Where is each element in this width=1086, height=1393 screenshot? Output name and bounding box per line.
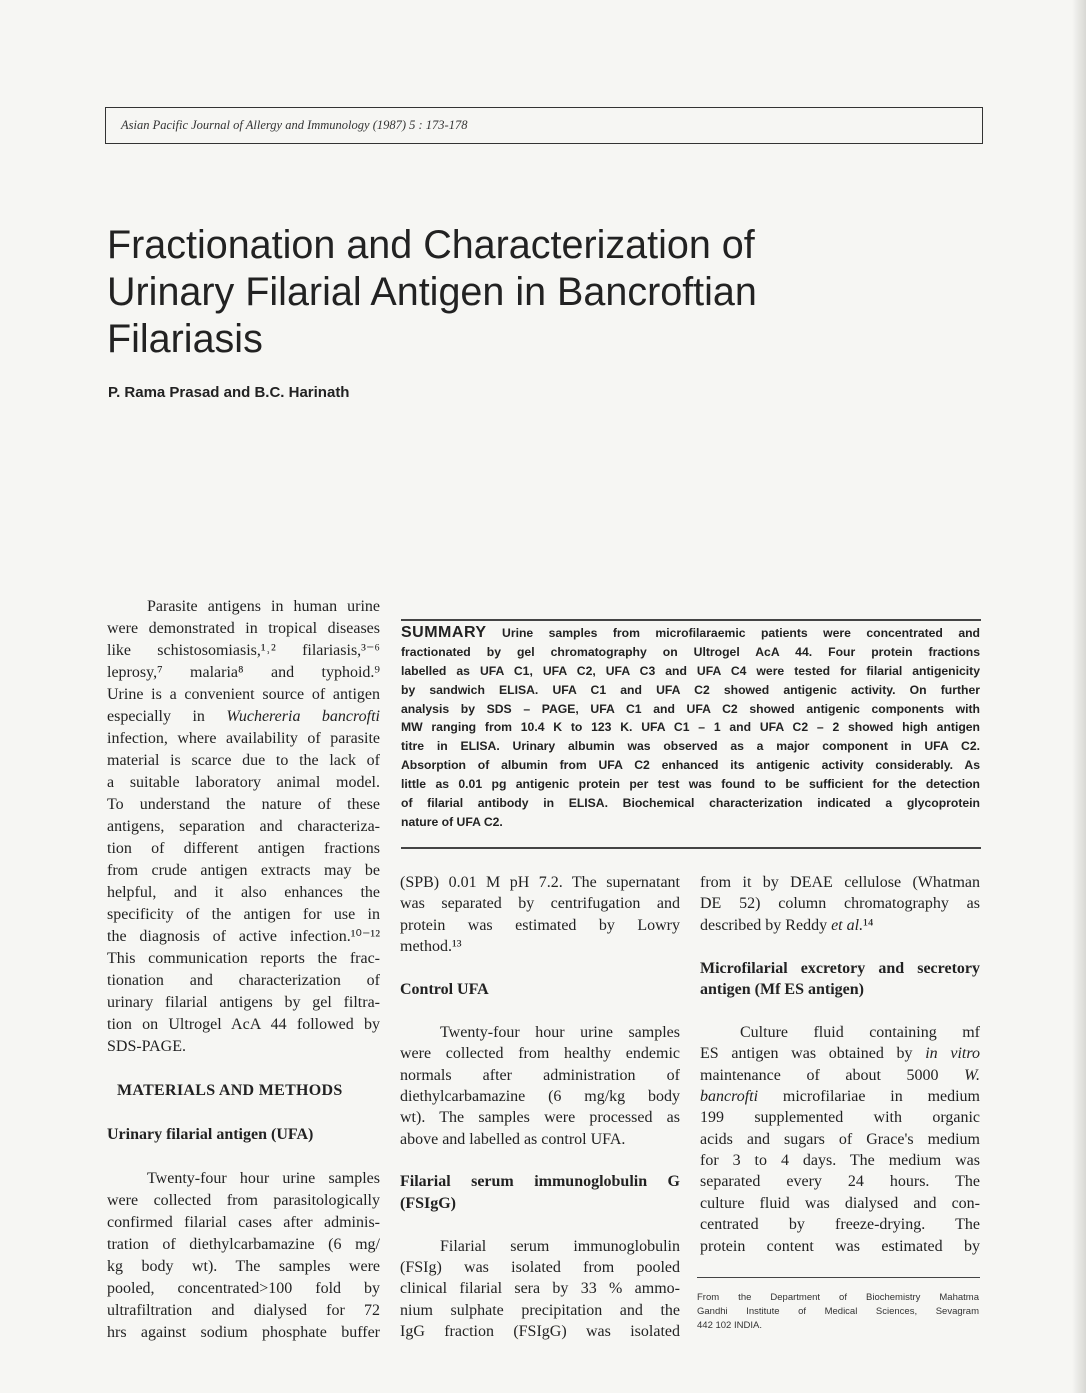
- italic-term: bancrofti: [700, 1087, 759, 1105]
- text-line: MW ranging from 10.4 K to 123 K. UFA C1 – 1 and UFA C2 – 2 showed high antigen: [401, 720, 980, 735]
- text-line: fractionated by gel chromatography on Ultrogel AcA 44. Four protein fractions: [401, 644, 980, 659]
- body-column-3: [700, 872, 980, 1257]
- summary-heading: SUMMARY: [401, 624, 487, 641]
- text-line: were demonstrated in tropical diseases: [107, 620, 380, 637]
- journal-header-box: [105, 107, 983, 144]
- text-segment: ES antigen was obtained by: [700, 1045, 926, 1063]
- paragraph: [107, 1168, 380, 1344]
- section-heading: [107, 1080, 380, 1102]
- text-line: [700, 915, 980, 936]
- text-line: Microfilarial excretory and secretory: [700, 959, 980, 977]
- text-line: pooled, concentrated>100 fold by: [107, 1280, 380, 1297]
- text-line: Parasite antigens in human urine: [147, 598, 380, 615]
- text-line: [107, 706, 380, 728]
- text-line: (SPB) 0.01 M pH 7.2. The supernatant: [400, 874, 680, 891]
- footnote-rule: [697, 1277, 980, 1278]
- text-line: Twenty-four hour urine samples: [147, 1170, 380, 1187]
- text-line: 442 102 INDIA.: [697, 1320, 762, 1331]
- text-line: Urine is a convenient source of antigen: [107, 686, 380, 703]
- text-segment: described by Reddy: [700, 916, 832, 934]
- text-line: from crude antigen extracts may be: [107, 862, 380, 879]
- text-line: specificity of the antigen for use in: [107, 906, 380, 923]
- text-line: culture fluid was dialysed and con-: [700, 1194, 980, 1212]
- text-line: analysis by SDS – PAGE, UFA C1 and UFA C2 showed antigenic components with: [401, 701, 980, 716]
- text-line: Filarial serum immunoglobulin: [440, 1237, 680, 1255]
- italic-term: in vitro: [925, 1045, 980, 1063]
- text-line: centrated by freeze-drying. The: [700, 1216, 980, 1234]
- text-line: tion on Ultrogel AcA 44 followed by: [107, 1016, 380, 1033]
- text-segment: Urine samples from microfilaraemic patients were concentrated and: [486, 626, 980, 640]
- text-line: antigens, separation and characteriza-: [107, 818, 380, 835]
- text-segment: ¹⁴: [863, 916, 874, 934]
- text-line: Twenty-four hour urine samples: [440, 1023, 680, 1041]
- text-line: This communication reports the frac-: [107, 950, 380, 967]
- text-line: [700, 1043, 980, 1064]
- text-line: [700, 1086, 980, 1107]
- text-line: normals after administration of: [400, 1066, 680, 1084]
- text-line: MATERIALS AND METHODS: [117, 1082, 343, 1099]
- text-line: diethylcarbamazine (6 mg/kg body: [400, 1087, 680, 1105]
- text-line: SDS-PAGE.: [107, 1038, 186, 1055]
- text-line: material is scarce due to the lack of: [107, 752, 380, 769]
- body-column-1: [107, 596, 380, 1344]
- italic-term: W.: [964, 1066, 980, 1084]
- paragraph: [700, 872, 980, 936]
- text-line: nature of UFA C2.: [401, 814, 503, 829]
- summary-bottom-rule: [401, 847, 981, 849]
- text-line: method.¹³: [400, 938, 462, 956]
- body-column-2: [400, 872, 680, 1343]
- summary-top-rule: [401, 619, 981, 621]
- section-heading: [400, 1171, 680, 1214]
- text-line: [401, 624, 980, 643]
- text-line: helpful, and it also enhances the: [107, 884, 380, 901]
- article-title: [107, 222, 757, 363]
- text-line: confirmed filarial cases after adminis-: [107, 1214, 380, 1231]
- text-line: Urinary filarial antigen (UFA): [107, 1126, 314, 1143]
- text-line: from it by DEAE cellulose (Whatman: [700, 874, 980, 891]
- text-line: urinary filarial antigens by gel filtra-: [107, 994, 380, 1011]
- text-line: tration of diethylcarbamazine (6 mg/: [107, 1236, 380, 1253]
- journal-citation: Asian Pacific Journal of Allergy and Immunology (1987) 5 : 173-178: [121, 118, 468, 132]
- text-line: like schistosomiasis,¹˒² filariasis,³⁻⁶: [107, 642, 380, 659]
- text-line: tion of different antigen fractions: [107, 840, 380, 857]
- authors: P. Rama Prasad and B.C. Harinath: [108, 384, 350, 401]
- title-line: Urinary Filarial Antigen in Bancroftian: [107, 270, 757, 314]
- text-line: Control UFA: [400, 980, 489, 998]
- text-line: antigen (Mf ES antigen): [700, 980, 864, 998]
- text-line: Culture fluid containing mf: [740, 1023, 980, 1041]
- paragraph: [400, 1236, 680, 1343]
- text-line: [700, 1065, 980, 1086]
- paragraph: [107, 596, 380, 1058]
- text-line: above and labelled as control UFA.: [400, 1130, 626, 1148]
- text-line: (FSIgG): [400, 1194, 456, 1212]
- scan-edge-shadow: [1072, 0, 1086, 1393]
- text-line: tionation and characterization of: [107, 972, 380, 989]
- text-line: of filarial antibody in ELISA. Biochemical characterization indicated a glycoprotein: [401, 796, 980, 811]
- text-line: Gandhi Institute of Medical Sciences, Sevagram: [697, 1306, 979, 1317]
- text-line: little as 0.01 pg antigenic protein per test was found to be sufficient for the detection: [401, 777, 980, 792]
- text-line: hrs against sodium phosphate buffer: [107, 1324, 380, 1341]
- text-line: 199 supplemented with organic: [700, 1109, 980, 1127]
- text-line: clinical filarial sera by 33 % ammo-: [400, 1280, 680, 1298]
- text-line: by sandwich ELISA. UFA C1 and UFA C2 showed antigenic activity. On further: [401, 682, 980, 697]
- text-line: were collected from parasitologically: [107, 1192, 380, 1209]
- text-line: acids and sugars of Grace's medium: [700, 1130, 980, 1148]
- paragraph: [700, 1022, 980, 1257]
- title-line: Fractionation and Characterization of: [107, 223, 755, 267]
- text-line: was separated by centrifugation and: [400, 895, 680, 913]
- text-line: labelled as UFA C1, UFA C2, UFA C3 and UFA C4 were tested for filarial antigenicity: [401, 663, 980, 678]
- text-line: wt). The samples were processed as: [400, 1109, 680, 1127]
- text-segment: maintenance of about 5000: [700, 1066, 965, 1084]
- text-line: a suitable laboratory animal model.: [107, 774, 380, 791]
- text-line: To understand the nature of these: [107, 796, 380, 813]
- text-line: protein content was estimated by: [700, 1237, 980, 1255]
- section-heading: [700, 958, 980, 1001]
- title-line: Filariasis: [107, 317, 263, 361]
- section-heading: [107, 1124, 380, 1146]
- text-line: From the Department of Biochemistry Mahatma: [697, 1292, 979, 1303]
- text-line: for 3 to 4 days. The medium was: [700, 1152, 980, 1170]
- affiliation-footnote: [697, 1291, 979, 1333]
- text-segment: microfilariae in medium: [758, 1087, 980, 1105]
- text-line: kg body wt). The samples were: [107, 1258, 380, 1275]
- text-line: protein was estimated by Lowry: [400, 916, 680, 934]
- text-line: separated every 24 hours. The: [700, 1173, 980, 1191]
- italic-term: et al.: [831, 916, 864, 934]
- text-line: (FSIg) was isolated from pooled: [400, 1259, 680, 1277]
- text-line: the diagnosis of active infection.¹⁰⁻¹²: [107, 928, 380, 945]
- text-line: DE 52) column chromatography as: [700, 895, 980, 913]
- text-line: were collected from healthy endemic: [400, 1045, 680, 1063]
- text-line: leprosy,⁷ malaria⁸ and typhoid.⁹: [107, 664, 380, 681]
- text-line: nium sulphate precipitation and the: [400, 1301, 680, 1319]
- summary-abstract: [401, 624, 980, 832]
- paragraph: [400, 872, 680, 958]
- italic-term: Wuchereria bancrofti: [226, 708, 380, 725]
- paragraph: [400, 1022, 680, 1150]
- text-line: Absorption of albumin from UFA C2 enhanced its antigenic activity considerably. As: [401, 758, 980, 773]
- text-line: titre in ELISA. Urinary albumin was observed as a major component in UFA C2.: [401, 739, 980, 754]
- text-line: Filarial serum immunoglobulin G: [400, 1173, 680, 1191]
- text-segment: especially in: [107, 708, 227, 725]
- section-heading: [400, 979, 680, 1000]
- text-line: ultrafiltration and dialysed for 72: [107, 1302, 380, 1319]
- text-line: IgG fraction (FSIgG) was isolated: [400, 1323, 680, 1341]
- text-line: infection, where availability of parasite: [107, 730, 380, 747]
